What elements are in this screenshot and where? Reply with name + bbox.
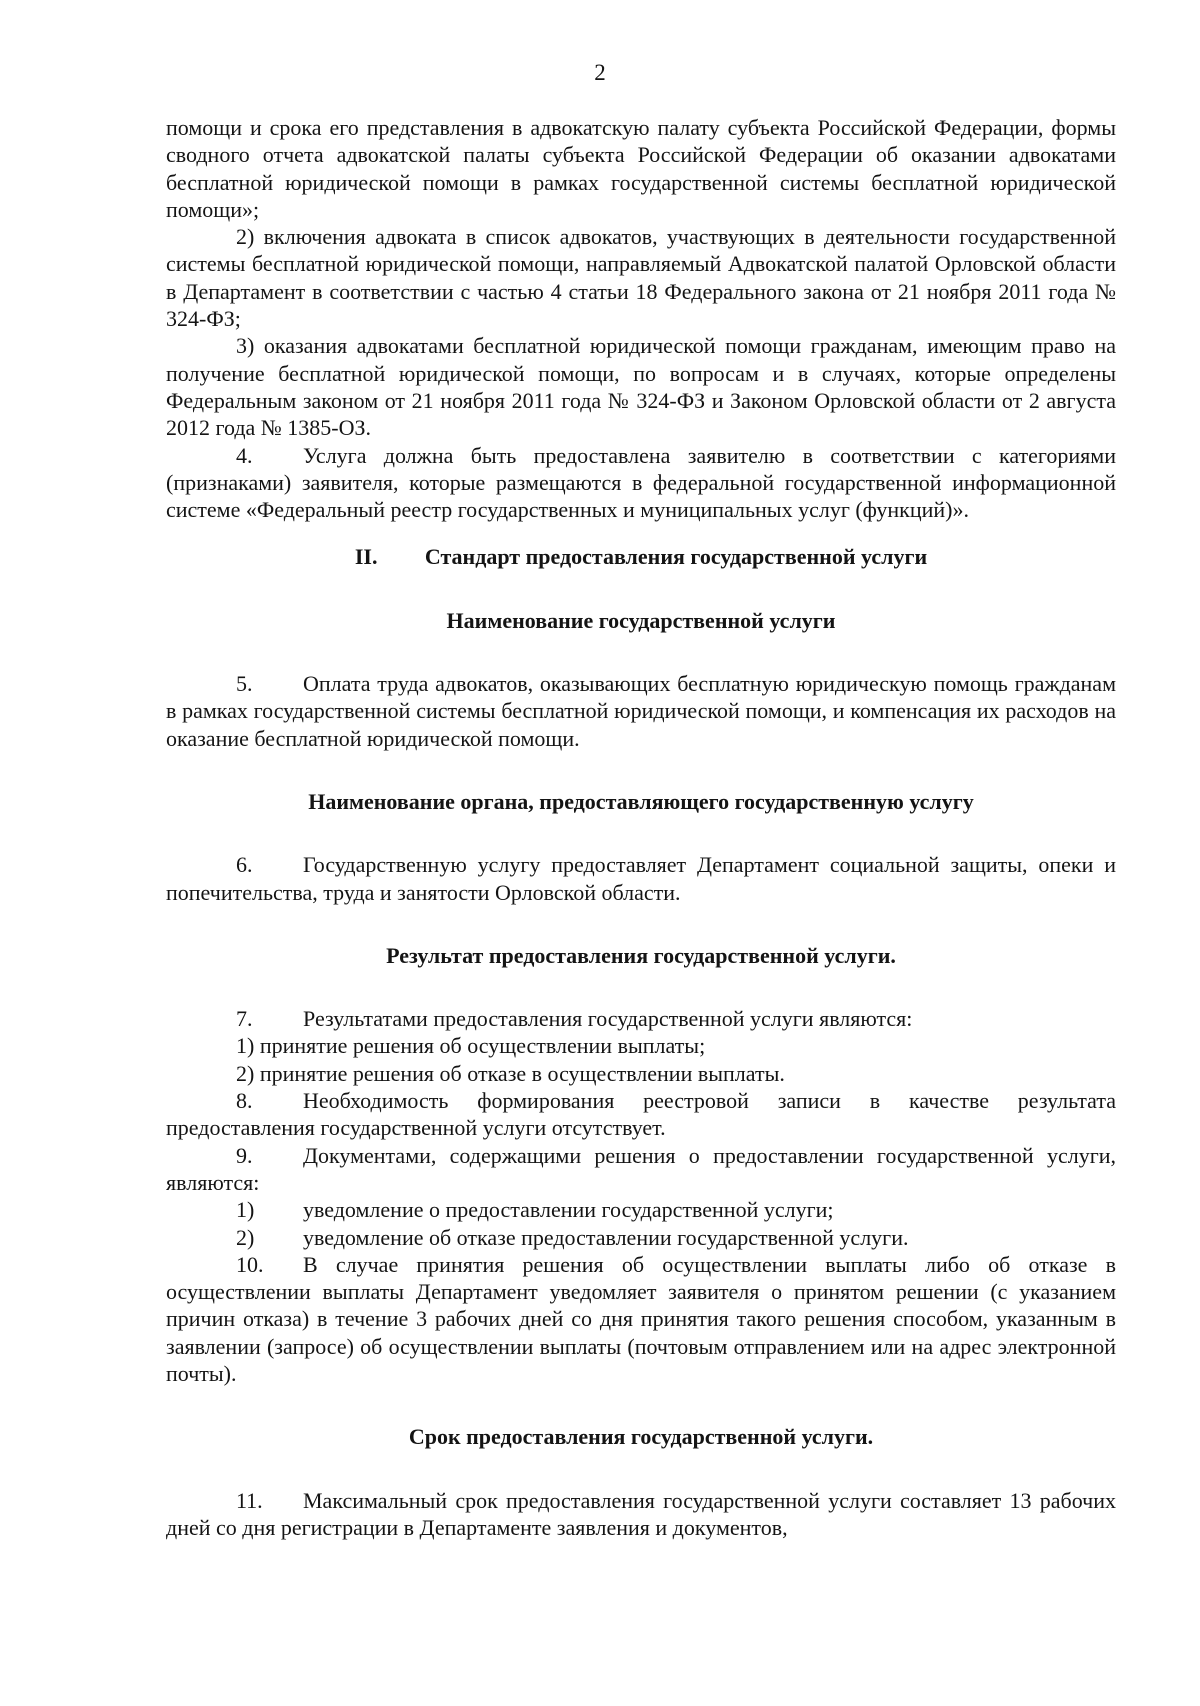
- page-number: 2: [594, 60, 606, 85]
- paragraph-number: 5.: [236, 671, 253, 697]
- paragraph-item-3: 3) оказания адвокатами бесплатной юридической помощи гражданам, имеющим право на получение бесплатной юридической помощи, по вопросам и в случаях, которые определены Федеральным законом от 21 ноября 2011 года № 324-ФЗ и Законом Орловской области от 2 августа 2012 года № 1385-ОЗ.: [166, 333, 1116, 441]
- list-number: 1): [236, 1197, 255, 1223]
- paragraph-6: [166, 851, 1116, 906]
- list-number: 2): [236, 1224, 255, 1250]
- subheading-organ-name: Наименование органа, предоставляющего государственную услугу: [308, 788, 974, 814]
- section-roman-numeral: II.: [354, 544, 378, 570]
- list-text: уведомление о предоставлении государственной услуги;: [303, 1197, 834, 1223]
- paragraph-text: Результатами предоставления государственной услуги являются:: [303, 1006, 913, 1032]
- paragraph-text: Максимальный срок предоставления государственной услуги составляет 13 рабочих дней со дня регистрации в Департаменте заявления и документов,: [166, 1487, 1116, 1540]
- paragraph-number: 11.: [236, 1487, 263, 1513]
- paragraph-11: [166, 1487, 1116, 1542]
- paragraph-4: [166, 442, 1116, 524]
- paragraph-10: [166, 1251, 1116, 1387]
- paragraph-text: Государственную услугу предоставляет Департамент социальной защиты, опеки и попечительства, труда и занятости Орловской области.: [166, 852, 1116, 905]
- paragraph-continuation: помощи и срока его представления в адвокатскую палату субъекта Российской Федерации, формы сводного отчета адвокатской палаты субъекта Российской Федерации об оказании адвокатами бесплатной юридической помощи в рамках государственной системы бесплатной юридической помощи»;: [166, 115, 1116, 222]
- paragraph-number: 4.: [236, 442, 253, 468]
- paragraph-text: Необходимость формирования реестровой записи в качестве результата предоставления государственной услуги отсутствует.: [166, 1088, 1116, 1141]
- subheading-service-name: Наименование государственной услуги: [446, 607, 836, 633]
- paragraph-9: [166, 1142, 1116, 1197]
- list-text: уведомление об отказе предоставлении государственной услуги.: [303, 1224, 909, 1250]
- paragraph-text: Оплата труда адвокатов, оказывающих бесплатную юридическую помощь гражданам в рамках государственной системы бесплатной юридической помощи, и компенсация их расходов на оказание бесплатной юридической помощи.: [166, 671, 1116, 751]
- document-body: [166, 114, 1116, 1541]
- section-title: Стандарт предоставления государственной услуги: [424, 544, 928, 570]
- subheading-term: Срок предоставления государственной услуги.: [408, 1424, 874, 1450]
- paragraph-text: Услуга должна быть предоставлена заявителю в соответствии с категориями (признаками) заявителя, которые размещаются в федеральной государственной информационной системе «Федеральный реестр государственных и муниципальных услуг (функций)».: [166, 442, 1116, 523]
- paragraph-number: 6.: [236, 852, 253, 878]
- paragraph-text: В случае принятия решения об осуществлении выплаты либо об отказе в осуществлении выплаты Департамент уведомляет заявителя о принятом решении (с указанием причин отказа) в течение 3 рабочих дней со дня принятия такого решения способом, указанным в заявлении (запросе) об осуществлении выплаты (почтовым отправлением или на адрес электронной почты).: [166, 1251, 1116, 1386]
- paragraph-7-item-1: 1) принятие решения об осуществлении выплаты;: [236, 1033, 706, 1059]
- section-heading: [166, 543, 1116, 570]
- paragraph-9-item-2: [166, 1224, 1116, 1251]
- paragraph-9-item-1: [166, 1196, 1116, 1223]
- paragraph-text: Документами, содержащими решения о предоставлении государственной услуги, являются:: [166, 1142, 1116, 1195]
- paragraph-7: [166, 1005, 1116, 1032]
- paragraph-7-item-2: 2) принятие решения об отказе в осуществлении выплаты.: [236, 1060, 785, 1086]
- paragraph-number: 8.: [236, 1088, 253, 1114]
- paragraph-item-2: 2) включения адвоката в список адвокатов, участвующих в деятельности государственной системы бесплатной юридической помощи, направляемый Адвокатской палатой Орловской области в Департамент в соответствии с частью 4 статьи 18 Федерального закона от 21 ноября 2011 года № 324-ФЗ;: [166, 224, 1116, 332]
- paragraph-number: 10.: [236, 1251, 264, 1277]
- paragraph-number: 7.: [236, 1006, 253, 1032]
- paragraph-8: [166, 1087, 1116, 1142]
- paragraph-5: [166, 670, 1116, 752]
- paragraph-number: 9.: [236, 1142, 253, 1168]
- subheading-result: Результат предоставления государственной услуги.: [386, 942, 896, 968]
